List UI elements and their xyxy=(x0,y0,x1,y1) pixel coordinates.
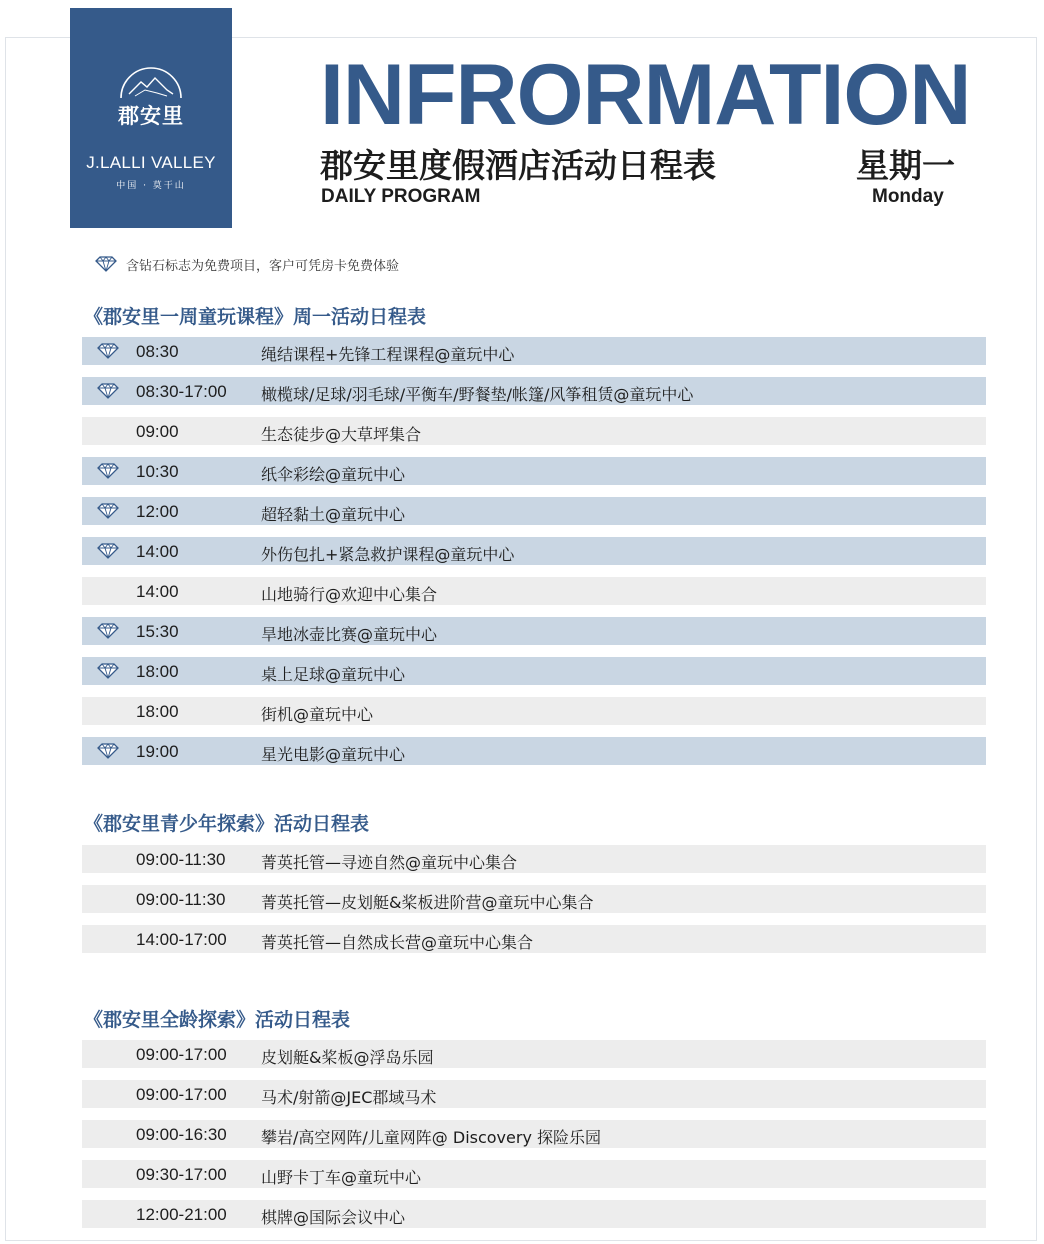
diamond-icon xyxy=(96,743,120,759)
schedule-row xyxy=(82,1040,986,1068)
activity-name: 马术/射箭@JEC郡域马术 xyxy=(261,1088,437,1107)
activity-time: 09:00 xyxy=(136,422,179,441)
schedule-title: 郡安里度假酒店活动日程表 xyxy=(320,146,716,185)
weekday-english: Monday xyxy=(872,186,944,207)
diamond-icon xyxy=(96,463,120,479)
schedule-row xyxy=(82,1200,986,1228)
schedule-row xyxy=(82,377,986,405)
activity-name: 菁英托管—寻迹自然@童玩中心集合 xyxy=(261,853,518,872)
diamond-icon xyxy=(96,543,120,559)
activity-name: 菁英托管—自然成长营@童玩中心集合 xyxy=(261,933,534,952)
diamond-icon xyxy=(94,256,118,272)
activity-name: 攀岩/高空网阵/儿童网阵@ Discovery 探险乐园 xyxy=(261,1128,602,1147)
weekday-chinese: 星期一 xyxy=(856,146,955,185)
activity-name: 旱地冰壶比赛@童玩中心 xyxy=(261,625,438,644)
activity-time: 08:30-17:00 xyxy=(136,382,227,401)
schedule-row xyxy=(82,1120,986,1148)
schedule-row xyxy=(82,577,986,605)
activity-time: 18:00 xyxy=(136,702,179,721)
diamond-icon xyxy=(96,383,120,399)
free-item-note-text: 含钻石标志为免费项目，客户可凭房卡免费体验 xyxy=(126,258,400,274)
logo-english-name: J.LALLI VALLEY xyxy=(86,153,216,172)
activity-time: 10:30 xyxy=(136,462,179,481)
schedule-row xyxy=(82,885,986,913)
activity-name: 皮划艇&桨板@浮岛乐园 xyxy=(261,1048,434,1067)
activity-name: 街机@童玩中心 xyxy=(261,705,374,724)
activity-name: 纸伞彩绘@童玩中心 xyxy=(261,465,406,484)
logo-location: 中国 · 莫干山 xyxy=(116,181,186,191)
free-item-note xyxy=(94,254,399,274)
activity-name: 绳结课程+先锋工程课程@童玩中心 xyxy=(261,345,515,364)
page-title: INFRORMATION xyxy=(320,47,971,143)
activity-time: 09:00-11:30 xyxy=(136,890,226,909)
activity-name: 外伤包扎+紧急救护课程@童玩中心 xyxy=(261,545,515,564)
schedule-row xyxy=(82,537,986,565)
schedule-row xyxy=(82,497,986,525)
activity-time: 08:30 xyxy=(136,342,179,361)
activity-time: 18:00 xyxy=(136,662,179,681)
diamond-icon xyxy=(96,623,120,639)
brand-logo xyxy=(70,8,232,228)
section-title: 《郡安里一周童玩课程》周一活动日程表 xyxy=(84,306,427,328)
activity-time: 09:00-11:30 xyxy=(136,850,226,869)
activity-time: 12:00 xyxy=(136,502,179,521)
activity-name: 超轻黏土@童玩中心 xyxy=(261,505,406,524)
activity-name: 橄榄球/足球/羽毛球/平衡车/野餐垫/帐篷/风筝租赁@童玩中心 xyxy=(261,385,694,404)
activity-time: 09:00-17:00 xyxy=(136,1045,227,1064)
schedule-row xyxy=(82,845,986,873)
activity-name: 棋牌@国际会议中心 xyxy=(261,1208,406,1227)
schedule-row xyxy=(82,1080,986,1108)
schedule-row xyxy=(82,925,986,953)
activity-time: 09:00-17:00 xyxy=(136,1085,227,1104)
daily-program-label: DAILY PROGRAM xyxy=(321,186,481,207)
activity-name: 山地骑行@欢迎中心集合 xyxy=(261,585,438,604)
activity-time: 09:00-16:30 xyxy=(136,1125,227,1144)
activity-time: 14:00 xyxy=(136,582,179,601)
activity-name: 山野卡丁车@童玩中心 xyxy=(261,1168,422,1187)
diamond-icon xyxy=(96,343,120,359)
activity-name: 菁英托管—皮划艇&桨板进阶营@童玩中心集合 xyxy=(261,893,594,912)
diamond-icon xyxy=(96,503,120,519)
schedule-row xyxy=(82,337,986,365)
activity-time: 12:00-21:00 xyxy=(136,1205,227,1224)
activity-time: 15:30 xyxy=(136,622,179,641)
mountain-emblem-icon xyxy=(117,66,185,100)
activity-name: 桌上足球@童玩中心 xyxy=(261,665,406,684)
diamond-icon xyxy=(96,663,120,679)
activity-name: 生态徒步@大草坪集合 xyxy=(261,425,422,444)
schedule-row xyxy=(82,617,986,645)
schedule-row xyxy=(82,737,986,765)
logo-chinese-name: 郡安里 xyxy=(118,103,184,128)
activity-time: 19:00 xyxy=(136,742,179,761)
section-title: 《郡安里全龄探索》活动日程表 xyxy=(84,1009,351,1031)
schedule-row xyxy=(82,697,986,725)
schedule-row xyxy=(82,1160,986,1188)
activity-time: 14:00-17:00 xyxy=(136,930,227,949)
activity-name: 星光电影@童玩中心 xyxy=(261,745,406,764)
activity-time: 09:30-17:00 xyxy=(136,1165,227,1184)
activity-time: 14:00 xyxy=(136,542,179,561)
schedule-row xyxy=(82,657,986,685)
schedule-row xyxy=(82,417,986,445)
section-title: 《郡安里青少年探索》活动日程表 xyxy=(84,813,370,835)
schedule-row xyxy=(82,457,986,485)
